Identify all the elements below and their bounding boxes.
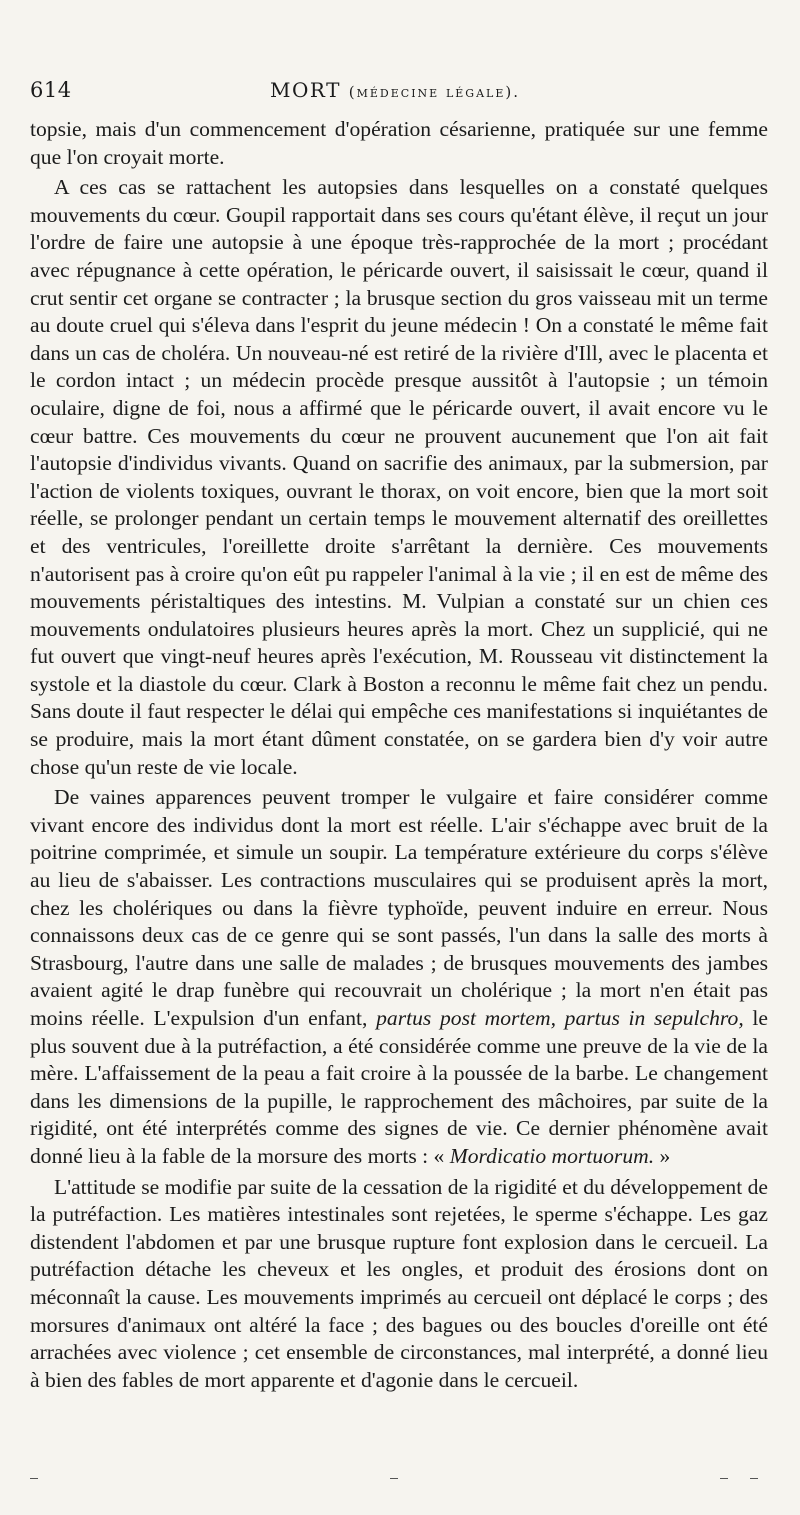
running-title-subtitle: (médecine légale).	[348, 83, 520, 101]
page-number: 614	[30, 78, 72, 102]
paragraph-attitude: L'attitude se modifie par suite de la cessation de la rigidité et du développement de la putréfaction. Les matières intestinales sont rejetées, le sperme s'échappe. Les gaz distendent l'abdomen et par une brusque rupture font explosion dans le cercueil. La putréfaction détache les cheveux et les ongles, et produit des érosions dont on méconnaît la cause. Les mouvements imprimés au cercueil ont déplacé le corps ; des morsures d'animaux ont altéré la face ; des bagues ou des boucles d'oreille ont été arrachées avec violence ; cet ensemble de circonstances, mal interprété, a donné lieu à bien des fables de mort apparente et d'agonie dans le cercueil.	[30, 1174, 768, 1392]
print-mark	[390, 1478, 398, 1479]
page-bottom-marks	[30, 1478, 760, 1484]
paragraph-text: le plus souvent due à la putréfaction, a été considérée comme une preuve de la vie de la mère. L'affaissement de la peau a fait croire à la poussée de la barbe. Le changement dans les dimensions de la pupille, le rapprochement des mâchoires, par suite de la rigidité, ont été interprétés comme des signes de vie. Ce dernier phénomène avait donné lieu à la fable de la morsure des morts : «	[30, 1006, 768, 1168]
running-header	[30, 78, 760, 108]
print-mark	[750, 1478, 758, 1479]
italic-latin-quote: Mordicatio mortuorum.	[449, 1143, 655, 1168]
running-title-main: MORT	[270, 78, 341, 102]
running-title	[30, 78, 760, 102]
paragraph-continuation: topsie, mais d'un commencement d'opération césarienne, pratiquée sur une femme que l'on croyait morte.	[30, 117, 768, 169]
italic-latin-term: partus post mortem, partus in sepulchro,	[376, 1006, 744, 1030]
paragraph-text: De vaines apparences peuvent tromper le vulgaire et faire considérer comme vivant encore des individus dont la mort est réelle. L'air s'échappe avec bruit de la poitrine comprimée, et simule un soupir. La température extérieure du corps s'élève au lieu de s'abaisser. Les contractions musculaires qui se produisent après la mort, chez les cholériques ou dans la fièvre typhoïde, peuvent induire en erreur. Nous connaissons deux cas de ce genre qui se sont passés, l'un dans la salle des morts à Strasbourg, l'autre dans une salle de malades ; de brusques mouvements des jambes avaient agité le drap funèbre qui recouvrait un cholérique ; la mort n'en était pas moins réelle. L'expulsion d'un enfant,	[30, 785, 768, 1030]
paragraph-appearances	[30, 784, 768, 1170]
paragraph-heart-movements: A ces cas se rattachent les autopsies dans lesquelles on a constaté quelques mouvements du cœur. Goupil rapportait dans ses cours qu'étant élève, il reçut un jour l'ordre de faire une autopsie à une époque très-rapprochée de la mort ; procédant avec répugnance à cette opération, le péricarde ouvert, il saisissait le cœur, quand il crut sentir cet organe se contracter ; la brusque section du gros vaisseau mit un terme au doute cruel qui s'éleva dans l'esprit du jeune médecin ! On a constaté le même fait dans un cas de choléra. Un nouveau-né est retiré de la rivière d'Ill, avec le placenta et le cordon intact ; un médecin procède presque aussitôt à l'autopsie ; un témoin oculaire, digne de foi, nous a affirmé que le péricarde ouvert, il avait encore vu le cœur battre. Ces mouvements du cœur ne prouvent aucunement que l'on ait fait l'autopsie d'individus vivants. Quand on sacrifie des animaux, par la submersion, par l'action de violents toxiques, ouvrant le thorax, on voit encore, bien que la mort soit réelle, se prolonger pendant un certain temps le mouvement alternatif des oreillettes et des ventricules, l'oreillette droite s'arrêtant la dernière. Ces mouvements n'autorisent pas à croire qu'on eût pu rappeler l'animal à la vie ; il en est de même des mouvements péristaltiques des intestins. M. Vulpian a constaté sur un chien ces mouvements ondulatoires plusieurs heures après la mort. Chez un supplicié, qui ne fut ouvert que vingt-neuf heures après l'exécution, M. Rousseau vit distinctement la systole et la diastole du cœur. Clark à Boston a reconnu le même fait chez un pendu. Sans doute il faut respecter le délai qui empêche ces manifestations si inquiétantes de se produire, mais la mort étant dûment constatée, on se gardera bien d'y voir autre chose qu'un reste de vie locale.	[30, 175, 768, 779]
print-mark	[30, 1478, 38, 1479]
print-mark	[720, 1478, 728, 1479]
body-text	[30, 116, 768, 1394]
closing-quote: »	[659, 1143, 671, 1168]
